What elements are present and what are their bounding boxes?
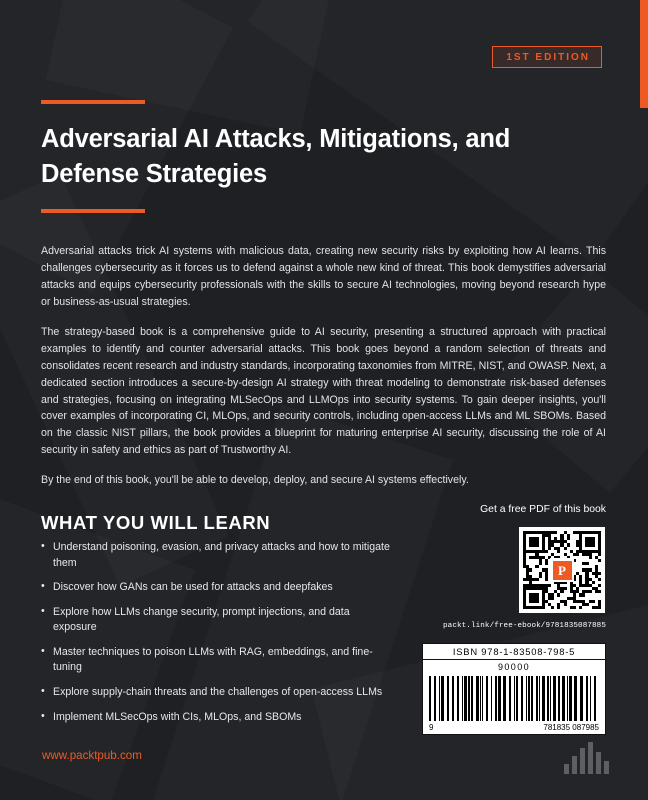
isbn-label: ISBN 978-1-83508-798-5 xyxy=(423,644,605,660)
list-item: • Implement MLSecOps with CIs, MLOps, and SBOMs xyxy=(41,710,391,726)
packt-logo-icon xyxy=(564,742,610,774)
description-paragraph: By the end of this book, you'll be able to develop, deploy, and secure AI systems effectively. xyxy=(41,474,469,487)
qr-logo-letter: P xyxy=(553,561,572,580)
isbn-price: 90000 xyxy=(497,662,531,672)
list-item: • Master techniques to poison LLMs with RAG, embeddings, and fine-tuning xyxy=(41,645,391,676)
barcode-digit-left: 9 xyxy=(429,723,434,732)
learn-section-heading: WHAT YOU WILL LEARN xyxy=(41,512,271,533)
learn-list xyxy=(41,540,391,734)
list-item: • Explore supply-chain threats and the challenges of open-access LLMs xyxy=(41,685,391,701)
publisher-website[interactable]: www.packtpub.com xyxy=(42,749,142,762)
page-title: Adversarial AI Attacks, Mitigations, and Defense Strategies xyxy=(41,125,511,189)
qr-url-label: packt.link/free-ebook/9781835087885 xyxy=(443,622,606,630)
qr-code-matrix xyxy=(523,531,601,609)
qr-logo xyxy=(550,558,574,582)
free-pdf-note: Get a free PDF of this book xyxy=(480,504,606,515)
list-item: • Understand poisoning, evasion, and privacy attacks and how to mitigate them xyxy=(41,540,391,571)
list-item: • Discover how GANs can be used for attacks and deepfakes xyxy=(41,580,391,596)
accent-edge-strip xyxy=(640,0,648,108)
description-block xyxy=(41,243,606,489)
isbn-barcode xyxy=(422,643,606,735)
qr-code[interactable] xyxy=(519,527,605,613)
barcode-digits xyxy=(429,723,599,732)
title-rule-bottom xyxy=(41,209,145,213)
description-paragraph: Adversarial attacks trick AI systems with malicious data, creating new security risks by exploiting how AI learns. This challenges cybersecurity as it forces us to defend against a whole new kind of threat. This book demystifies adversarial attacks and equips cybersecurity professionals with the skills to secure AI technologies, moving beyond research hype or business-as-usual strategies. xyxy=(41,245,606,308)
description-paragraph: The strategy-based book is a comprehensive guide to AI security, presenting a structured approach with practical examples to identify and counter adversarial attacks. This book goes beyond a random selection of threats and consolidates recent research and industry standards, incorporating taxonomies from MITRE, NIST, and OWASP. Next, a dedicated section introduces a secure-by-design AI strategy with threat modeling to demonstrate risk-based defenses and strategies, focusing on integrating MLSecOps and LLMOps into security systems. To gain deeper insights, you'll cover examples of incorporating CI, MLOps, and security controls, including open-access LLMs and ML SBOMs. Based on the classic NIST pillars, the book provides a blueprint for maturing enterprise AI security, discussing the role of AI security in safety and ethics as part of Trustworthy AI. xyxy=(41,325,606,457)
list-item: • Explore how LLMs change security, prompt injections, and data exposure xyxy=(41,605,391,636)
title-rule-top xyxy=(41,100,145,104)
barcode-bars xyxy=(429,676,599,721)
edition-badge: 1ST EDITION xyxy=(492,46,602,68)
barcode-digit-right: 781835 087985 xyxy=(543,723,599,732)
